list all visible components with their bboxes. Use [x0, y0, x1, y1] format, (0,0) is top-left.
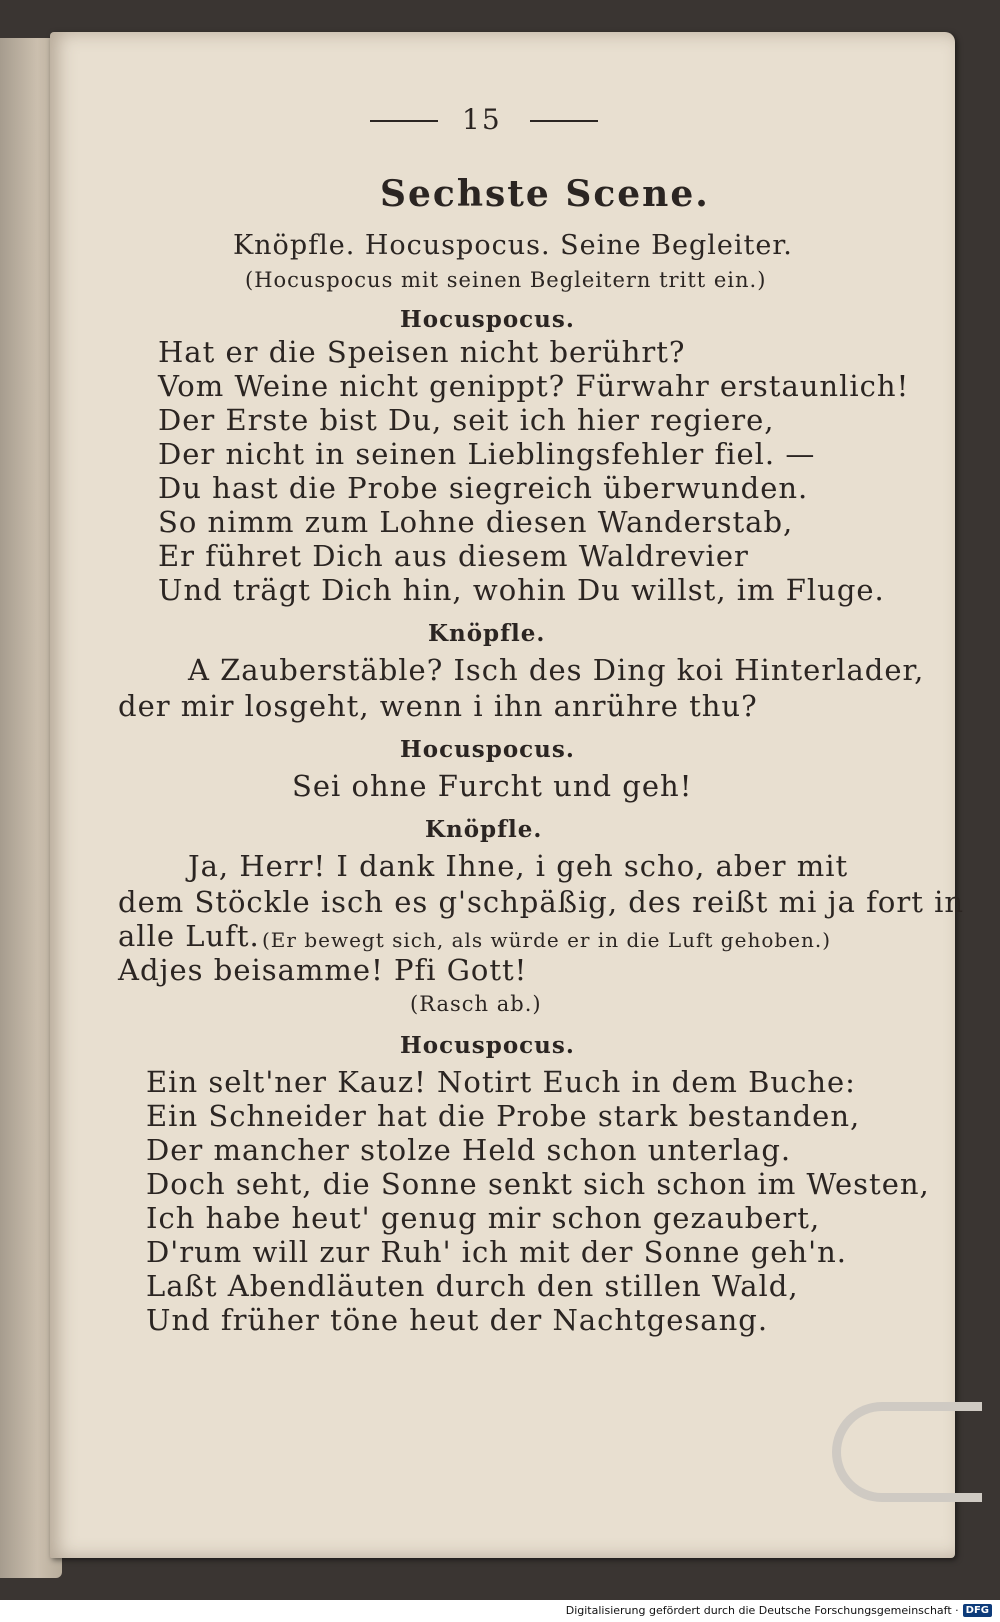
footer-text: Digitalisierung gefördert durch die Deutsche Forschungsgemeinschaft ·	[565, 1604, 959, 1617]
prose-line: Ja, Herr! I dank Ihne, i geh scho, aber mit	[188, 849, 849, 883]
verse-line: Der nicht in seinen Lieblingsfehler fiel. —	[158, 437, 816, 471]
dfg-logo-icon: DFG	[963, 1604, 992, 1617]
verse-line: Und früher töne heut der Nachtgesang.	[146, 1303, 769, 1337]
verse-line: Du hast die Probe siegreich überwunden.	[158, 471, 809, 505]
page-number: 15	[462, 103, 502, 136]
verse-line: Ich habe heut' genug mir schon gezaubert,	[146, 1201, 821, 1235]
verse-line: So nimm zum Lohne diesen Wanderstab,	[158, 505, 794, 539]
page-number-rule-left	[370, 120, 438, 122]
footer-credit	[566, 1604, 992, 1617]
book-page	[50, 32, 965, 1558]
speaker-label: Hocuspocus.	[400, 736, 575, 763]
character-list: Knöpfle. Hocuspocus. Seine Begleiter.	[233, 230, 793, 261]
verse-line: Sei ohne Furcht und geh!	[292, 769, 693, 803]
verse-line: Doch seht, die Sonne senkt sich schon im Westen,	[146, 1167, 930, 1201]
verse-line: D'rum will zur Ruh' ich mit der Sonne geh'n.	[146, 1235, 847, 1269]
prose-line: A Zauberstäble? Isch des Ding koi Hinterlader,	[188, 653, 925, 687]
verse-line: Und trägt Dich hin, wohin Du willst, im Fluge.	[158, 573, 885, 607]
verse-line: Vom Weine nicht genippt? Fürwahr erstaunlich!	[158, 369, 910, 403]
speaker-label: Knöpfle.	[428, 620, 546, 647]
verse-line: Hat er die Speisen nicht berührt?	[158, 335, 686, 369]
stage-direction: (Er bewegt sich, als würde er in die Luft gehoben.)	[262, 928, 832, 952]
speaker-label: Knöpfle.	[425, 816, 543, 843]
verse-line: Laßt Abendläuten durch den stillen Wald,	[146, 1269, 799, 1303]
prose-line: der mir losgeht, wenn i ihn anrühre thu?	[118, 689, 758, 723]
verse-line: Er führet Dich aus diesem Waldrevier	[158, 539, 749, 573]
speaker-label: Hocuspocus.	[400, 1032, 575, 1059]
paper-clip	[832, 1402, 982, 1502]
prose-line: dem Stöckle isch es g'schpäßig, des reißt mi ja fort in	[118, 885, 965, 919]
stage-direction: (Hocuspocus mit seinen Begleitern tritt ein.)	[245, 268, 767, 292]
prose-line: Adjes beisamme! Pfi Gott!	[118, 953, 528, 987]
verse-line: Der Erste bist Du, seit ich hier regiere,	[158, 403, 775, 437]
page-number-rule-right	[530, 120, 598, 122]
stage-direction: (Rasch ab.)	[410, 992, 542, 1016]
verse-line: Der mancher stolze Held schon unterlag.	[146, 1133, 792, 1167]
speaker-label: Hocuspocus.	[400, 306, 575, 333]
prose-line: alle Luft.	[118, 919, 260, 953]
verse-line: Ein selt'ner Kauz! Notirt Euch in dem Buche:	[146, 1065, 856, 1099]
scene-title: Sechste Scene.	[380, 173, 710, 215]
verse-line: Ein Schneider hat die Probe stark bestanden,	[146, 1099, 861, 1133]
